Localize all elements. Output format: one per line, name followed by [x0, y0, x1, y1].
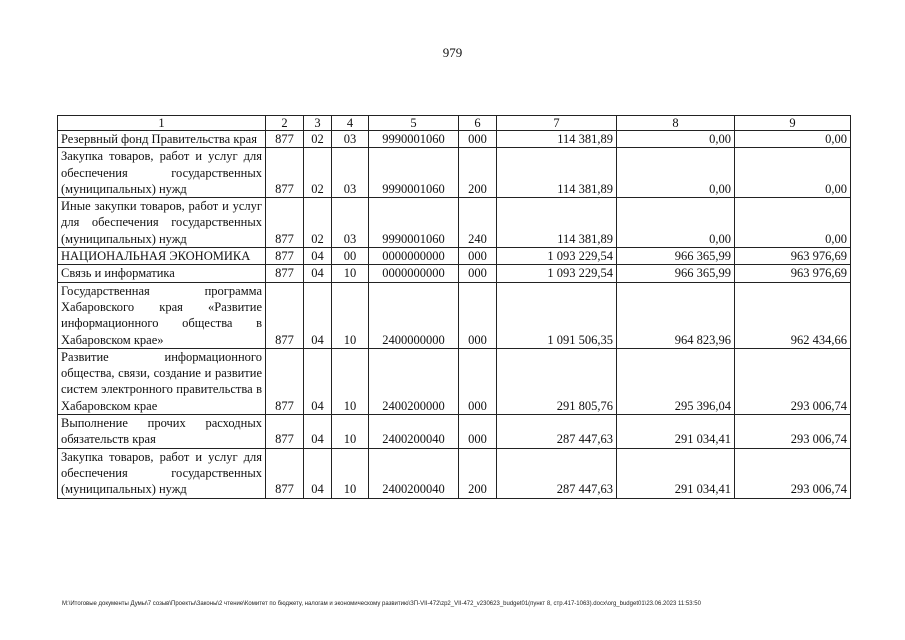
row-name-cell: Связь и информатика — [58, 265, 266, 282]
table-row — [58, 265, 851, 282]
amount-year3-cell: 963 976,69 — [735, 248, 851, 265]
expense-type-cell: 000 — [459, 415, 497, 449]
section-code-cell: 02 — [304, 198, 332, 248]
amount-year2-cell: 0,00 — [617, 198, 735, 248]
document-footer-path: M:\Итоговые документы Думы\7 созыв\Проекты\Законы\2 чтение\Комитет по бюджету, налогам и экономическому развитию\ЗП-VII-472\zp2_VII-472_v230623_budget01(пункт 8, стр.417-1063).docx\org_budget01\23.06.2023 11:53:50 — [62, 601, 701, 607]
amount-year1-cell: 1 093 229,54 — [497, 265, 617, 282]
grbs-code-cell: 877 — [266, 415, 304, 449]
amount-year1-cell: 114 381,89 — [497, 198, 617, 248]
table-row — [58, 282, 851, 348]
subsection-code-cell: 03 — [332, 131, 369, 148]
header-cell-5: 5 — [369, 116, 459, 131]
amount-year2-cell: 291 034,41 — [617, 415, 735, 449]
row-name-cell: Закупка товаров, работ и услуг для обеспечения государственных (муниципальных) нужд — [58, 148, 266, 198]
section-code-cell: 04 — [304, 448, 332, 498]
amount-year3-cell: 293 006,74 — [735, 415, 851, 449]
subsection-code-cell: 10 — [332, 448, 369, 498]
section-code-cell: 04 — [304, 415, 332, 449]
expense-type-cell: 000 — [459, 265, 497, 282]
header-cell-2: 2 — [266, 116, 304, 131]
row-name-cell: Государственная программа Хабаровского края «Развитие информационного общества в Хабаровском крае» — [58, 282, 266, 348]
amount-year2-cell: 295 396,04 — [617, 348, 735, 414]
header-cell-4: 4 — [332, 116, 369, 131]
table-row — [58, 148, 851, 198]
header-cell-3: 3 — [304, 116, 332, 131]
section-code-cell: 02 — [304, 148, 332, 198]
subsection-code-cell: 00 — [332, 248, 369, 265]
section-code-cell: 04 — [304, 265, 332, 282]
subsection-code-cell: 10 — [332, 265, 369, 282]
expense-type-cell: 240 — [459, 198, 497, 248]
grbs-code-cell: 877 — [266, 131, 304, 148]
section-code-cell: 04 — [304, 282, 332, 348]
target-article-cell: 9990001060 — [369, 131, 459, 148]
header-cell-7: 7 — [497, 116, 617, 131]
amount-year2-cell: 0,00 — [617, 131, 735, 148]
target-article-cell: 9990001060 — [369, 148, 459, 198]
section-code-cell: 04 — [304, 348, 332, 414]
target-article-cell: 2400200040 — [369, 415, 459, 449]
expense-type-cell: 000 — [459, 348, 497, 414]
page-number: 979 — [442, 45, 463, 60]
section-code-cell: 02 — [304, 131, 332, 148]
target-article-cell: 0000000000 — [369, 265, 459, 282]
amount-year1-cell: 287 447,63 — [497, 415, 617, 449]
header-cell-6: 6 — [459, 116, 497, 131]
amount-year1-cell: 114 381,89 — [497, 148, 617, 198]
amount-year1-cell: 1 093 229,54 — [497, 248, 617, 265]
header-cell-9: 9 — [735, 116, 851, 131]
amount-year2-cell: 964 823,96 — [617, 282, 735, 348]
table-header-row — [58, 116, 851, 131]
table-row — [58, 415, 851, 449]
amount-year3-cell: 962 434,66 — [735, 282, 851, 348]
expense-type-cell: 000 — [459, 282, 497, 348]
amount-year1-cell: 287 447,63 — [497, 448, 617, 498]
header-cell-8: 8 — [617, 116, 735, 131]
subsection-code-cell: 03 — [332, 148, 369, 198]
header-cell-1: 1 — [58, 116, 266, 131]
table-row — [58, 248, 851, 265]
table-row — [58, 131, 851, 148]
amount-year3-cell: 0,00 — [735, 131, 851, 148]
row-name-cell: Закупка товаров, работ и услуг для обеспечения государственных (муниципальных) нужд — [58, 448, 266, 498]
subsection-code-cell: 10 — [332, 348, 369, 414]
amount-year2-cell: 966 365,99 — [617, 248, 735, 265]
grbs-code-cell: 877 — [266, 198, 304, 248]
amount-year3-cell: 0,00 — [735, 148, 851, 198]
subsection-code-cell: 10 — [332, 415, 369, 449]
target-article-cell: 2400200000 — [369, 348, 459, 414]
amount-year3-cell: 0,00 — [735, 198, 851, 248]
table-row — [58, 348, 851, 414]
amount-year3-cell: 963 976,69 — [735, 265, 851, 282]
grbs-code-cell: 877 — [266, 348, 304, 414]
grbs-code-cell: 877 — [266, 265, 304, 282]
expense-type-cell: 200 — [459, 148, 497, 198]
row-name-cell: Резервный фонд Правительства края — [58, 131, 266, 148]
budget-table — [57, 115, 851, 499]
table-row — [58, 198, 851, 248]
grbs-code-cell: 877 — [266, 448, 304, 498]
amount-year2-cell: 291 034,41 — [617, 448, 735, 498]
table-row — [58, 448, 851, 498]
grbs-code-cell: 877 — [266, 148, 304, 198]
target-article-cell: 0000000000 — [369, 248, 459, 265]
grbs-code-cell: 877 — [266, 248, 304, 265]
amount-year1-cell: 1 091 506,35 — [497, 282, 617, 348]
row-name-cell: НАЦИОНАЛЬНАЯ ЭКОНОМИКА — [58, 248, 266, 265]
expense-type-cell: 000 — [459, 131, 497, 148]
row-name-cell: Развитие информационного общества, связи, создание и развитие систем электронного правительства в Хабаровском крае — [58, 348, 266, 414]
row-name-cell: Выполнение прочих расходных обязательств края — [58, 415, 266, 449]
amount-year1-cell: 291 805,76 — [497, 348, 617, 414]
grbs-code-cell: 877 — [266, 282, 304, 348]
target-article-cell: 2400200040 — [369, 448, 459, 498]
section-code-cell: 04 — [304, 248, 332, 265]
amount-year3-cell: 293 006,74 — [735, 348, 851, 414]
amount-year3-cell: 293 006,74 — [735, 448, 851, 498]
expense-type-cell: 000 — [459, 248, 497, 265]
target-article-cell: 2400000000 — [369, 282, 459, 348]
amount-year2-cell: 0,00 — [617, 148, 735, 198]
subsection-code-cell: 03 — [332, 198, 369, 248]
subsection-code-cell: 10 — [332, 282, 369, 348]
row-name-cell: Иные закупки товаров, работ и услуг для обеспечения государственных (муниципальных) нужд — [58, 198, 266, 248]
target-article-cell: 9990001060 — [369, 198, 459, 248]
amount-year1-cell: 114 381,89 — [497, 131, 617, 148]
amount-year2-cell: 966 365,99 — [617, 265, 735, 282]
expense-type-cell: 200 — [459, 448, 497, 498]
